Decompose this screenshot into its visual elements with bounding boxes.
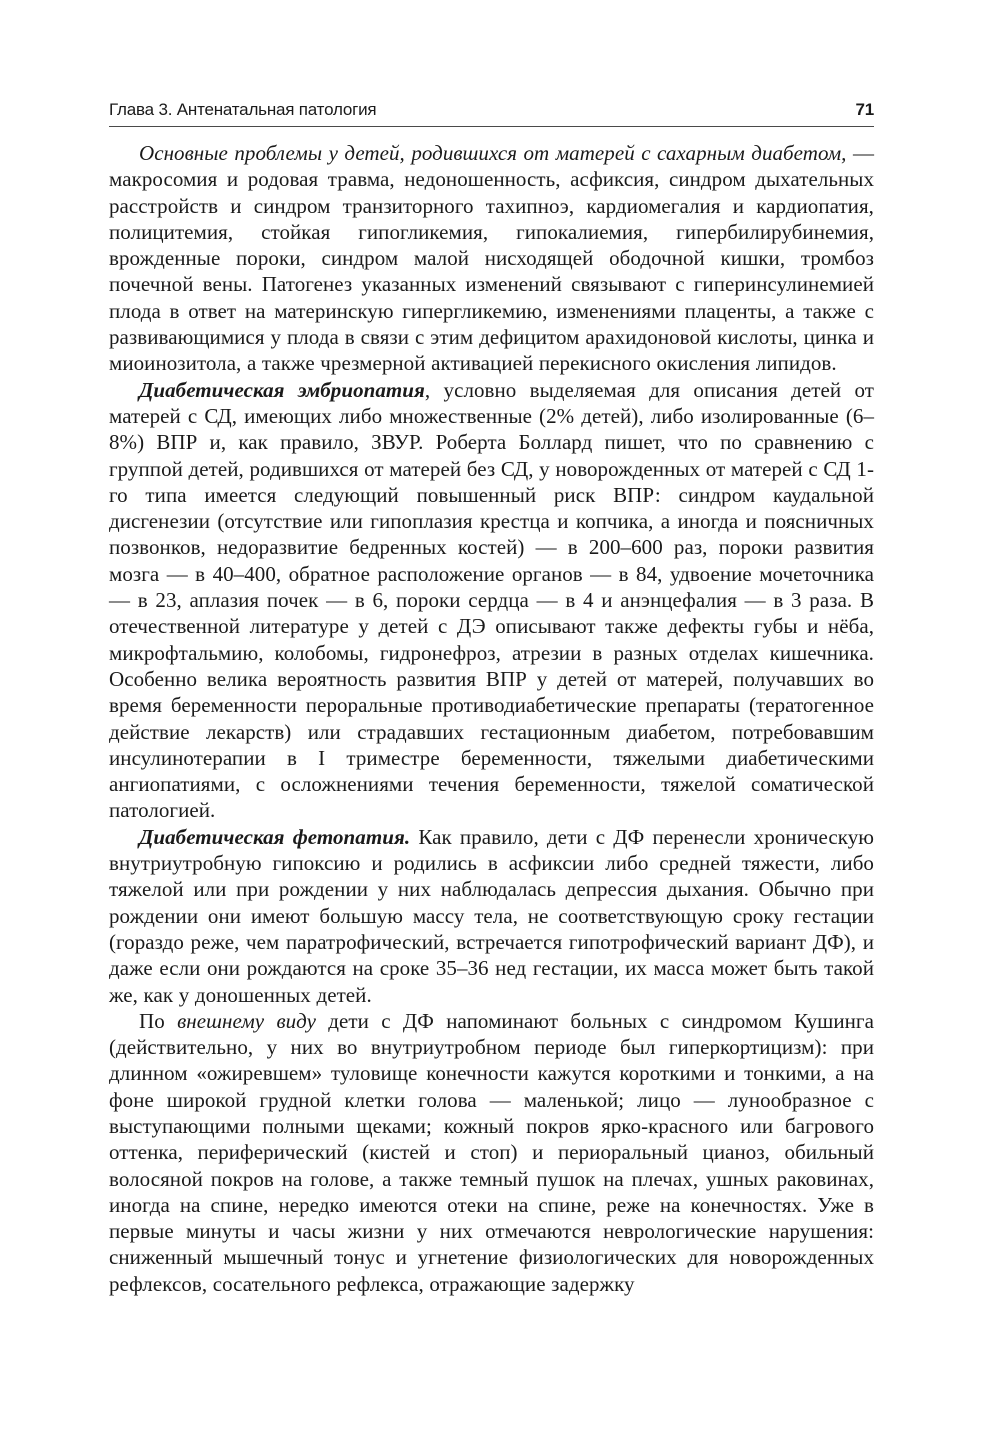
term-diabetic-embryopathy: Диабетическая эмбриопатия [139, 377, 425, 402]
paragraph-embryopathy [109, 377, 874, 824]
paragraph-lead-italic: Основные проблемы у детей, родившихся от матерей с сахарным диабетом, [139, 141, 847, 165]
term-appearance-italic: внешнему виду [177, 1008, 316, 1033]
body-text [109, 140, 874, 1297]
paragraph-text: дети с ДФ напоминают больных с синдромом Кушинга (действительно, у них во внутриутробном периоде был гиперкортицизм): при длинном «ожиревшем» туловище конечности кажутся короткими и тонкими, а на фоне широкой грудной клетки голова — маленькой; лицо — лунообразное с выступающими полными щеками; кожный покров ярко-красного или багрового оттенка, периферический (кистей и стоп) и периоральный цианоз, обильный волосяной покров на голове, а также темный пушок на плечах, ушных раковинах, иногда на спине, нередко имеются отеки на спине, реже на конечностях. Уже в первые минуты и часы жизни у них отмечаются неврологические нарушения: сниженный мышечный тонус и угнетение физиологических для новорожденных рефлексов, сосательного рефлекса, отражающие задержку [109, 1008, 874, 1296]
page-number: 71 [855, 100, 874, 119]
paragraph-problems [109, 140, 874, 377]
paragraph-text: , условно выделяемая для описания детей от матерей с СД, имеющих либо множественные (2% детей), либо изолированные (6–8%) ВПР и, как правило, ЗВУР. Роберта Боллард пишет, что по сравнению с группой детей, родившихся от матерей без СД, у новорожденных от матерей с СД 1-го типа имеется следующий повышенный риск ВПР: синдром каудальной дисгенезии (отсутствие или гипоплазия крестца и копчика, а иногда и поясничных позвонков, недоразвитие бедренных костей) — в 200–600 раз, пороки развития мозга — в 40–400, обратное расположение органов — в 84, удвоение мочеточника — в 23, аплазия почек — в 6, пороки сердца — в 4 и анэнцефалия — в 3 раза. В отечественной литературе у детей с ДЭ описывают также дефекты губы и нёба, микрофтальмию, колобомы, гидронефроз, атрезии в разных отделах кишечника. Особенно велика вероятность развития ВПР у детей от матерей, получавших во время беременности пероральные противодиабетические препараты (тератогенное действие лекарств) или страдавших гестационным диабетом, потребовавшим инсулинотерапии в I триместре беременности, тяжелыми диабетическими ангиопатиями, с осложнениями течения беременности, тяжелой соматической патологией. [109, 377, 874, 823]
paragraph-fetopathy [109, 824, 874, 1008]
book-page [109, 100, 874, 1297]
paragraph-text: По [139, 1008, 178, 1033]
running-header [109, 100, 874, 127]
term-diabetic-fetopathy: Диабетическая фетопатия. [139, 824, 411, 849]
paragraph-text: — макросомия и родовая травма, недоношенность, асфиксия, синдром дыхательных расстройств и синдром транзиторного тахипноэ, кардиомегалия и кардиопатия, полицитемия, стойкая гипогликемия, гипокалиемия, гипербилирубинемия, врожденные пороки, синдром малой нисходящей ободочной кишки, тромбоз почечной вены. Патогенез указанных изменений связывают с гиперинсулинемией плода в ответ на материнскую гипергликемию, изменениями плаценты, а также с развивающимися у плода в связи с этим дефицитом арахидоновой кислоты, цинка и миоинозитола, а также чрезмерной активацией перекисного окисления липидов. [109, 141, 874, 376]
chapter-title: Глава 3. Антенатальная патология [109, 100, 377, 119]
paragraph-text: Как правило, дети с ДФ перенесли хроническую внутриутробную гипоксию и родились в асфиксии либо средней тяжести, либо тяжелой или при рождении у них наблюдалась депрессия дыхания. Обычно при рождении они имеют большую массу тела, не соответствующую сроку гестации (гораздо реже, чем паратрофический, встречается гипотрофический вариант ДФ), и даже если они рождаются на сроке 35–36 нед гестации, их масса может быть такой же, как у доношенных детей. [109, 824, 874, 1007]
paragraph-appearance [109, 1008, 874, 1297]
